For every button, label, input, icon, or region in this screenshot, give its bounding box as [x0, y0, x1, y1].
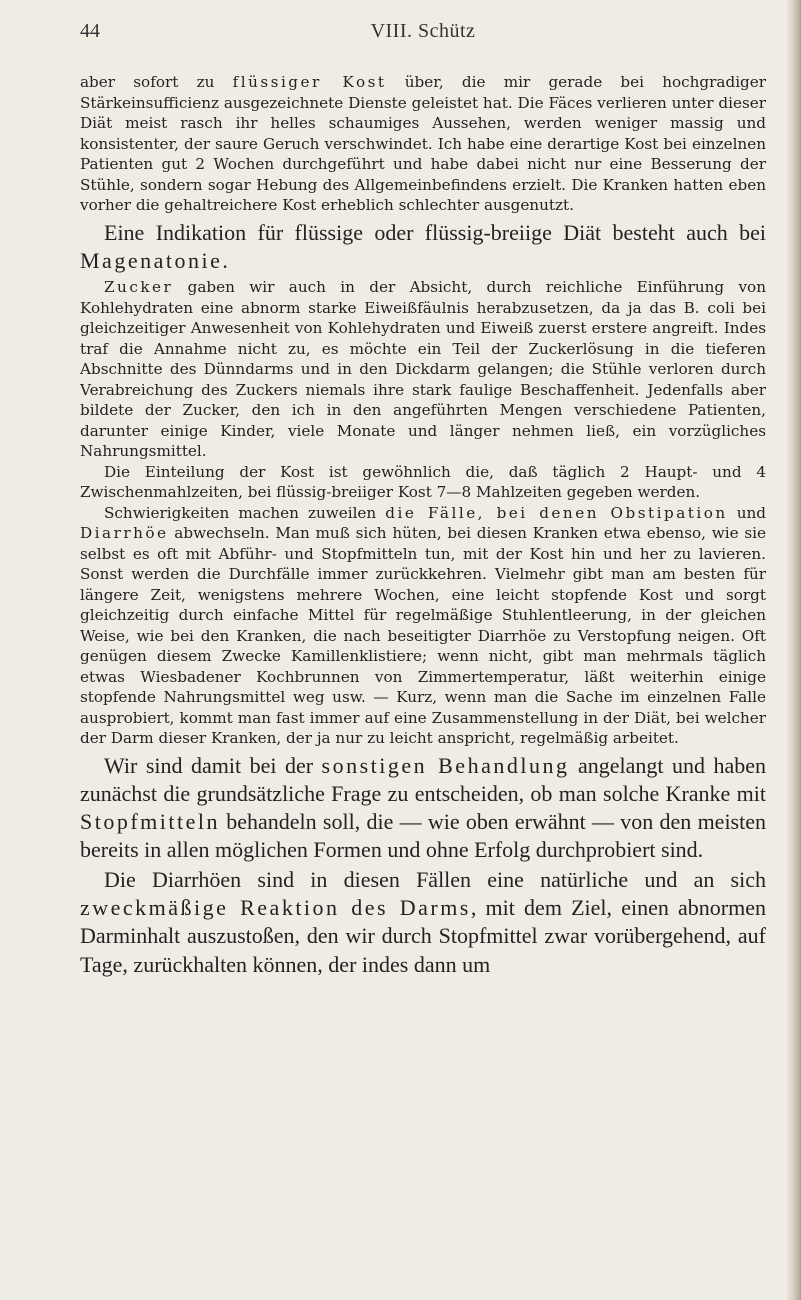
- spaced-term: Zucker: [104, 278, 174, 297]
- text: gaben wir auch in der Absicht, durch reichliche Einführung von Kohlehydraten eine abnorm starke Eiweißfäulnis herabzusetzen, da ja das B. coli bei gleichzeitiger Anwesenheit von Kohlehydraten und Eiweiß zuerst erstere angreift. Indes traf die Annahme nicht zu, es möchte ein Teil der Zuckerlösung in die tieferen Abschnitte des Dünndarms und in den Dickdarm gelangen; die Stühle verloren durch Verabreichung des Zuckers niemals ihre stark faulige Beschaffenheit. Jedenfalls aber bildete der Zucker, den ich in den angeführten Mengen verschiedene Patienten, darunter einige Kinder, viele Monate und länger nehmen ließ, ein vorzügliches Nahrungsmittel.: [80, 278, 766, 461]
- text: angelangt und haben zunächst die grundsätzliche Frage zu entscheiden, ob man solche Kranke mit: [80, 752, 766, 806]
- spaced-term: Stopfmitteln: [80, 809, 220, 835]
- spaced-term: zweckmäßige Reaktion des Darms: [80, 895, 471, 921]
- page-edge: [787, 0, 801, 1300]
- page-header: [78, 20, 768, 50]
- text: , mit dem Ziel, einen abnormen Darminhalt auszustoßen, den wir durch Stopfmittel zwar vorübergehend, auf Tage, zurückhalten können, der indes dann um: [80, 895, 766, 977]
- paragraph-zucker: [80, 277, 766, 462]
- running-head: VIII. Schütz: [370, 20, 476, 42]
- paragraph-magenatonie: [80, 219, 766, 276]
- text: über, die mir gerade bei hochgradiger Stärkeinsufficienz ausgezeichnete Dienste geleistet hat. Die Fäces verlieren unter dieser Diät meist rasch ihr helles schaumiges Aussehen, werden weniger massig und konsistenter, der saure Geruch verschwindet. Ich habe eine derartige Kost bei einzelnen Patienten gut 2 Wochen durchgeführt und habe dabei nicht nur eine Besserung der Stühle, sondern sogar Hebung des Allgemeinbefindens erzielt. Die Kranken hatten eben vorher die gehaltreichere Kost erheblich schlechter ausgenutzt.: [80, 73, 767, 214]
- paragraph-behandlung: [80, 752, 766, 865]
- spaced-term: Magenatonie: [80, 247, 223, 273]
- paragraph-einteilung: [80, 462, 766, 503]
- spaced-term: flüssiger Kost: [232, 73, 387, 91]
- text: Eine Indikation für flüssige oder flüssig-breiige Diät besteht auch bei: [104, 219, 766, 245]
- paragraph-fluessige-kost: [80, 72, 766, 216]
- page-number: 44: [80, 20, 100, 42]
- text: und: [727, 503, 766, 522]
- spaced-term: Diarrhöe: [80, 524, 169, 543]
- text: Die Einteilung der Kost ist gewöhnlich die, daß täglich 2 Haupt- und 4 Zwischenmahlzeiten, bei flüssig-breiiger Kost 7—8 Mahlzeiten gegeben werden.: [80, 462, 766, 502]
- text: behandeln soll, die — wie oben erwähnt — von den meisten bereits in allen möglichen Formen und ohne Erfolg durchprobiert sind.: [80, 809, 766, 863]
- text: abwechseln. Man muß sich hüten, bei diesen Kranken etwa ebenso, wie sie selbst es oft mit Abführ- und Stopfmitteln tun, mit der Kost hin und her zu lavieren. Sonst werden die Durchfälle immer zurückkehren. Vielmehr gibt man am besten für längere Zeit, wenigstens mehrere Wochen, eine leicht stopfende Kost und sorgt gleichzeitig durch einfache Mittel für regelmäßige Stuhlentleerung, in der gleichen Weise, wie bei den Kranken, die nach beseitigter Diarrhöe zu Verstopfung neigen. Oft genügen diesem Zwecke Kamillenklistiere; wenn nicht, gibt man mehrmals täglich etwas Wiesbadener Kochbrunnen von Zimmertemperatur, läßt weiterhin einige stopfende Nahrungsmittel weg usw. — Kurz, wenn man die Sache im einzelnen Falle ausprobiert, kommt man fast immer auf eine Zusammenstellung in der Diät, bei welcher der Darm dieser Kranken, der ja nur zu leicht anspricht, regelmäßig arbeitet.: [80, 524, 766, 748]
- spaced-term: die Fälle, bei denen Obstipation: [385, 503, 728, 522]
- text: .: [222, 247, 228, 273]
- text: Die Diarrhöen sind in diesen Fällen eine natürliche und an sich: [104, 866, 766, 892]
- paragraph-diarrhoeen: [80, 866, 766, 979]
- text: Wir sind damit bei der: [104, 752, 322, 778]
- text: aber sofort zu: [80, 73, 233, 91]
- spaced-term: sonstigen Behandlung: [321, 752, 570, 778]
- text: Schwierigkeiten machen zuweilen: [104, 503, 386, 522]
- paragraph-schwierigkeiten: [80, 503, 766, 749]
- page-body: [80, 72, 766, 979]
